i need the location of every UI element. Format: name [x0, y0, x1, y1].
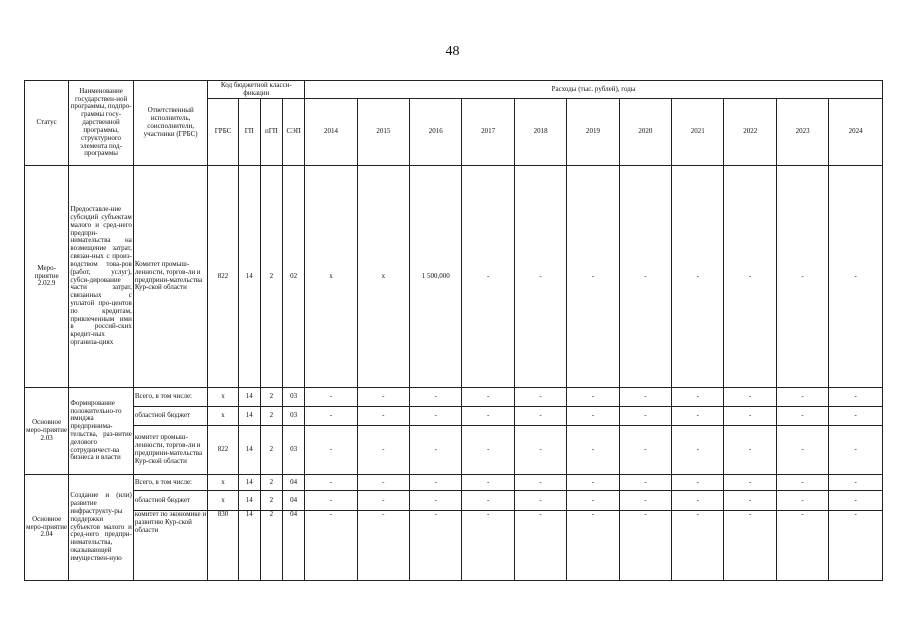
code-cell: 822: [208, 426, 238, 475]
year-header: 2018: [514, 99, 566, 166]
value-cell: -: [514, 407, 566, 426]
code-cell: 14: [238, 388, 260, 407]
code-cell: 04: [283, 511, 305, 581]
table-row: [25, 426, 883, 475]
value-cell: -: [514, 491, 566, 511]
code-cell: 14: [238, 475, 260, 491]
code-cell: 2: [260, 407, 282, 426]
year-header: 2020: [619, 99, 671, 166]
code-cell: 2: [260, 388, 282, 407]
budget-table: [24, 80, 883, 581]
value-cell: -: [776, 511, 828, 581]
code-cell: х: [208, 388, 238, 407]
value-cell: -: [724, 388, 776, 407]
value-cell: -: [619, 491, 671, 511]
table-row: [25, 407, 883, 426]
value-cell: -: [567, 407, 619, 426]
executor-cell: комитет промыш-ленности, торгов-ли и предприни-мательства Кур-ской области: [133, 426, 208, 475]
budget-code-header: Код бюджетной класси-фикации: [208, 81, 305, 99]
value-cell: -: [357, 511, 409, 581]
code-cell: 2: [260, 166, 282, 388]
value-cell: -: [829, 388, 883, 407]
year-header: 2014: [305, 99, 357, 166]
value-cell: -: [672, 426, 724, 475]
code-cell: 14: [238, 407, 260, 426]
value-cell: -: [305, 491, 357, 511]
value-cell: -: [514, 426, 566, 475]
value-cell: -: [357, 407, 409, 426]
page-number: 48: [445, 44, 460, 59]
value-cell: -: [567, 166, 619, 388]
year-header: 2015: [357, 99, 409, 166]
value-cell: -: [776, 426, 828, 475]
year-header: 2023: [776, 99, 828, 166]
code-cell: 02: [283, 166, 305, 388]
status-cell: Основное меро-приятие 2.04: [25, 475, 69, 581]
value-cell: -: [514, 475, 566, 491]
code-cell: 03: [283, 388, 305, 407]
expenses-header: Расходы (тыс. рублей), годы: [305, 81, 883, 99]
value-cell: -: [410, 491, 462, 511]
year-header: 2021: [672, 99, 724, 166]
status-cell: Меро-приятие 2.02.9: [25, 166, 69, 388]
value-cell: -: [672, 166, 724, 388]
code-cell: 14: [238, 511, 260, 581]
value-cell: -: [829, 491, 883, 511]
value-cell: -: [462, 388, 514, 407]
value-cell: -: [410, 511, 462, 581]
code-cell: 2: [260, 491, 282, 511]
value-cell: -: [724, 407, 776, 426]
value-cell: -: [462, 511, 514, 581]
value-cell: -: [672, 475, 724, 491]
table-row: [25, 475, 883, 491]
code-cell: 822: [208, 166, 238, 388]
value-cell: -: [567, 475, 619, 491]
code-cell: 04: [283, 491, 305, 511]
value-cell: -: [724, 491, 776, 511]
value-cell: -: [829, 426, 883, 475]
value-cell: -: [357, 426, 409, 475]
value-cell: -: [462, 407, 514, 426]
code-cell: 2: [260, 511, 282, 581]
value-cell: -: [305, 475, 357, 491]
value-cell: -: [462, 166, 514, 388]
code-header-sep: СЭП: [283, 99, 305, 166]
value-cell: -: [619, 388, 671, 407]
value-cell: -: [829, 475, 883, 491]
code-cell: 2: [260, 475, 282, 491]
value-cell: -: [672, 511, 724, 581]
value-cell: -: [305, 407, 357, 426]
code-cell: 2: [260, 426, 282, 475]
value-cell: -: [305, 388, 357, 407]
year-header: 2017: [462, 99, 514, 166]
value-cell: х: [305, 166, 357, 388]
name-header: Наименование государствен-ной программы, подпро-граммы госу-дарственной программы, структурного элемента под-программы: [69, 81, 134, 166]
status-cell: Основное меро-приятие 2.03: [25, 388, 69, 475]
value-cell: -: [619, 407, 671, 426]
value-cell: -: [724, 475, 776, 491]
code-cell: 14: [238, 426, 260, 475]
value-cell: -: [462, 491, 514, 511]
name-cell: Предоставле-ние субсидий субъектам малого и сред-него предпри-нимательства на возмещение затрат, связан-ных с произ-водством това-ров (работ, услуг), субси-дирование части затрат, связанных с уплатой про-центов по кредитам, привлеченным ими в россий-ских кредит-ных организа-циях: [69, 166, 134, 388]
code-cell: х: [208, 475, 238, 491]
value-cell: -: [776, 475, 828, 491]
value-cell: -: [357, 475, 409, 491]
value-cell: -: [672, 407, 724, 426]
value-cell: х: [357, 166, 409, 388]
value-cell: -: [514, 388, 566, 407]
code-cell: х: [208, 407, 238, 426]
executor-cell: Всего, в том числе:: [133, 475, 208, 491]
code-cell: 04: [283, 475, 305, 491]
code-cell: 03: [283, 407, 305, 426]
value-cell: -: [829, 166, 883, 388]
executor-cell: Всего, в том числе:: [133, 388, 208, 407]
value-cell: -: [410, 388, 462, 407]
value-cell: -: [829, 511, 883, 581]
year-header: 2022: [724, 99, 776, 166]
code-header-gp: ГП: [238, 99, 260, 166]
name-cell: Формирование положительно-го имиджа предпринима-тельства, раз-витие делового сотрудничест-ва бизнеса и власти: [69, 388, 134, 475]
executor-cell: областной бюджет: [133, 407, 208, 426]
year-header: 2016: [410, 99, 462, 166]
value-cell: -: [567, 511, 619, 581]
code-header-pgp: пГП: [260, 99, 282, 166]
value-cell: -: [410, 407, 462, 426]
value-cell: -: [776, 491, 828, 511]
code-cell: 830: [208, 511, 238, 581]
value-cell: -: [619, 426, 671, 475]
value-cell: -: [672, 388, 724, 407]
executor-header: Ответственный исполнитель, соисполнители, участники (ГРБС): [133, 81, 208, 166]
value-cell: -: [567, 388, 619, 407]
value-cell: -: [305, 426, 357, 475]
value-cell: -: [357, 388, 409, 407]
value-cell: 1 500,000: [410, 166, 462, 388]
value-cell: -: [829, 407, 883, 426]
value-cell: -: [776, 407, 828, 426]
code-cell: 03: [283, 426, 305, 475]
value-cell: -: [462, 475, 514, 491]
table-row: [25, 388, 883, 407]
value-cell: -: [305, 511, 357, 581]
value-cell: -: [619, 475, 671, 491]
value-cell: -: [514, 166, 566, 388]
value-cell: -: [567, 491, 619, 511]
name-cell: Создание и (или) развитие инфраструкту-ры поддержки субъектов малого и сред-него предпри-нимательства, оказывающей имуществен-ную: [69, 475, 134, 581]
code-cell: 14: [238, 491, 260, 511]
value-cell: -: [567, 426, 619, 475]
value-cell: -: [776, 388, 828, 407]
value-cell: -: [619, 511, 671, 581]
executor-cell: Комитет промыш-ленности, торгов-ли и предприни-мательства Кур-ской области: [133, 166, 208, 388]
code-cell: х: [208, 491, 238, 511]
value-cell: -: [619, 166, 671, 388]
table-row: [25, 491, 883, 511]
status-header: Статус: [25, 81, 69, 166]
value-cell: -: [462, 426, 514, 475]
value-cell: -: [410, 426, 462, 475]
value-cell: -: [514, 511, 566, 581]
value-cell: -: [672, 491, 724, 511]
year-header: 2019: [567, 99, 619, 166]
value-cell: -: [357, 491, 409, 511]
value-cell: -: [724, 426, 776, 475]
code-cell: 14: [238, 166, 260, 388]
value-cell: -: [410, 475, 462, 491]
executor-cell: комитет по экономике и развитию Кур-ской области: [133, 511, 208, 581]
value-cell: -: [776, 166, 828, 388]
value-cell: -: [724, 511, 776, 581]
year-header: 2024: [829, 99, 883, 166]
code-header-grbs: ГРБС: [208, 99, 238, 166]
table-row: [25, 511, 883, 581]
table-row: [25, 166, 883, 388]
executor-cell: областной бюджет: [133, 491, 208, 511]
value-cell: -: [724, 166, 776, 388]
